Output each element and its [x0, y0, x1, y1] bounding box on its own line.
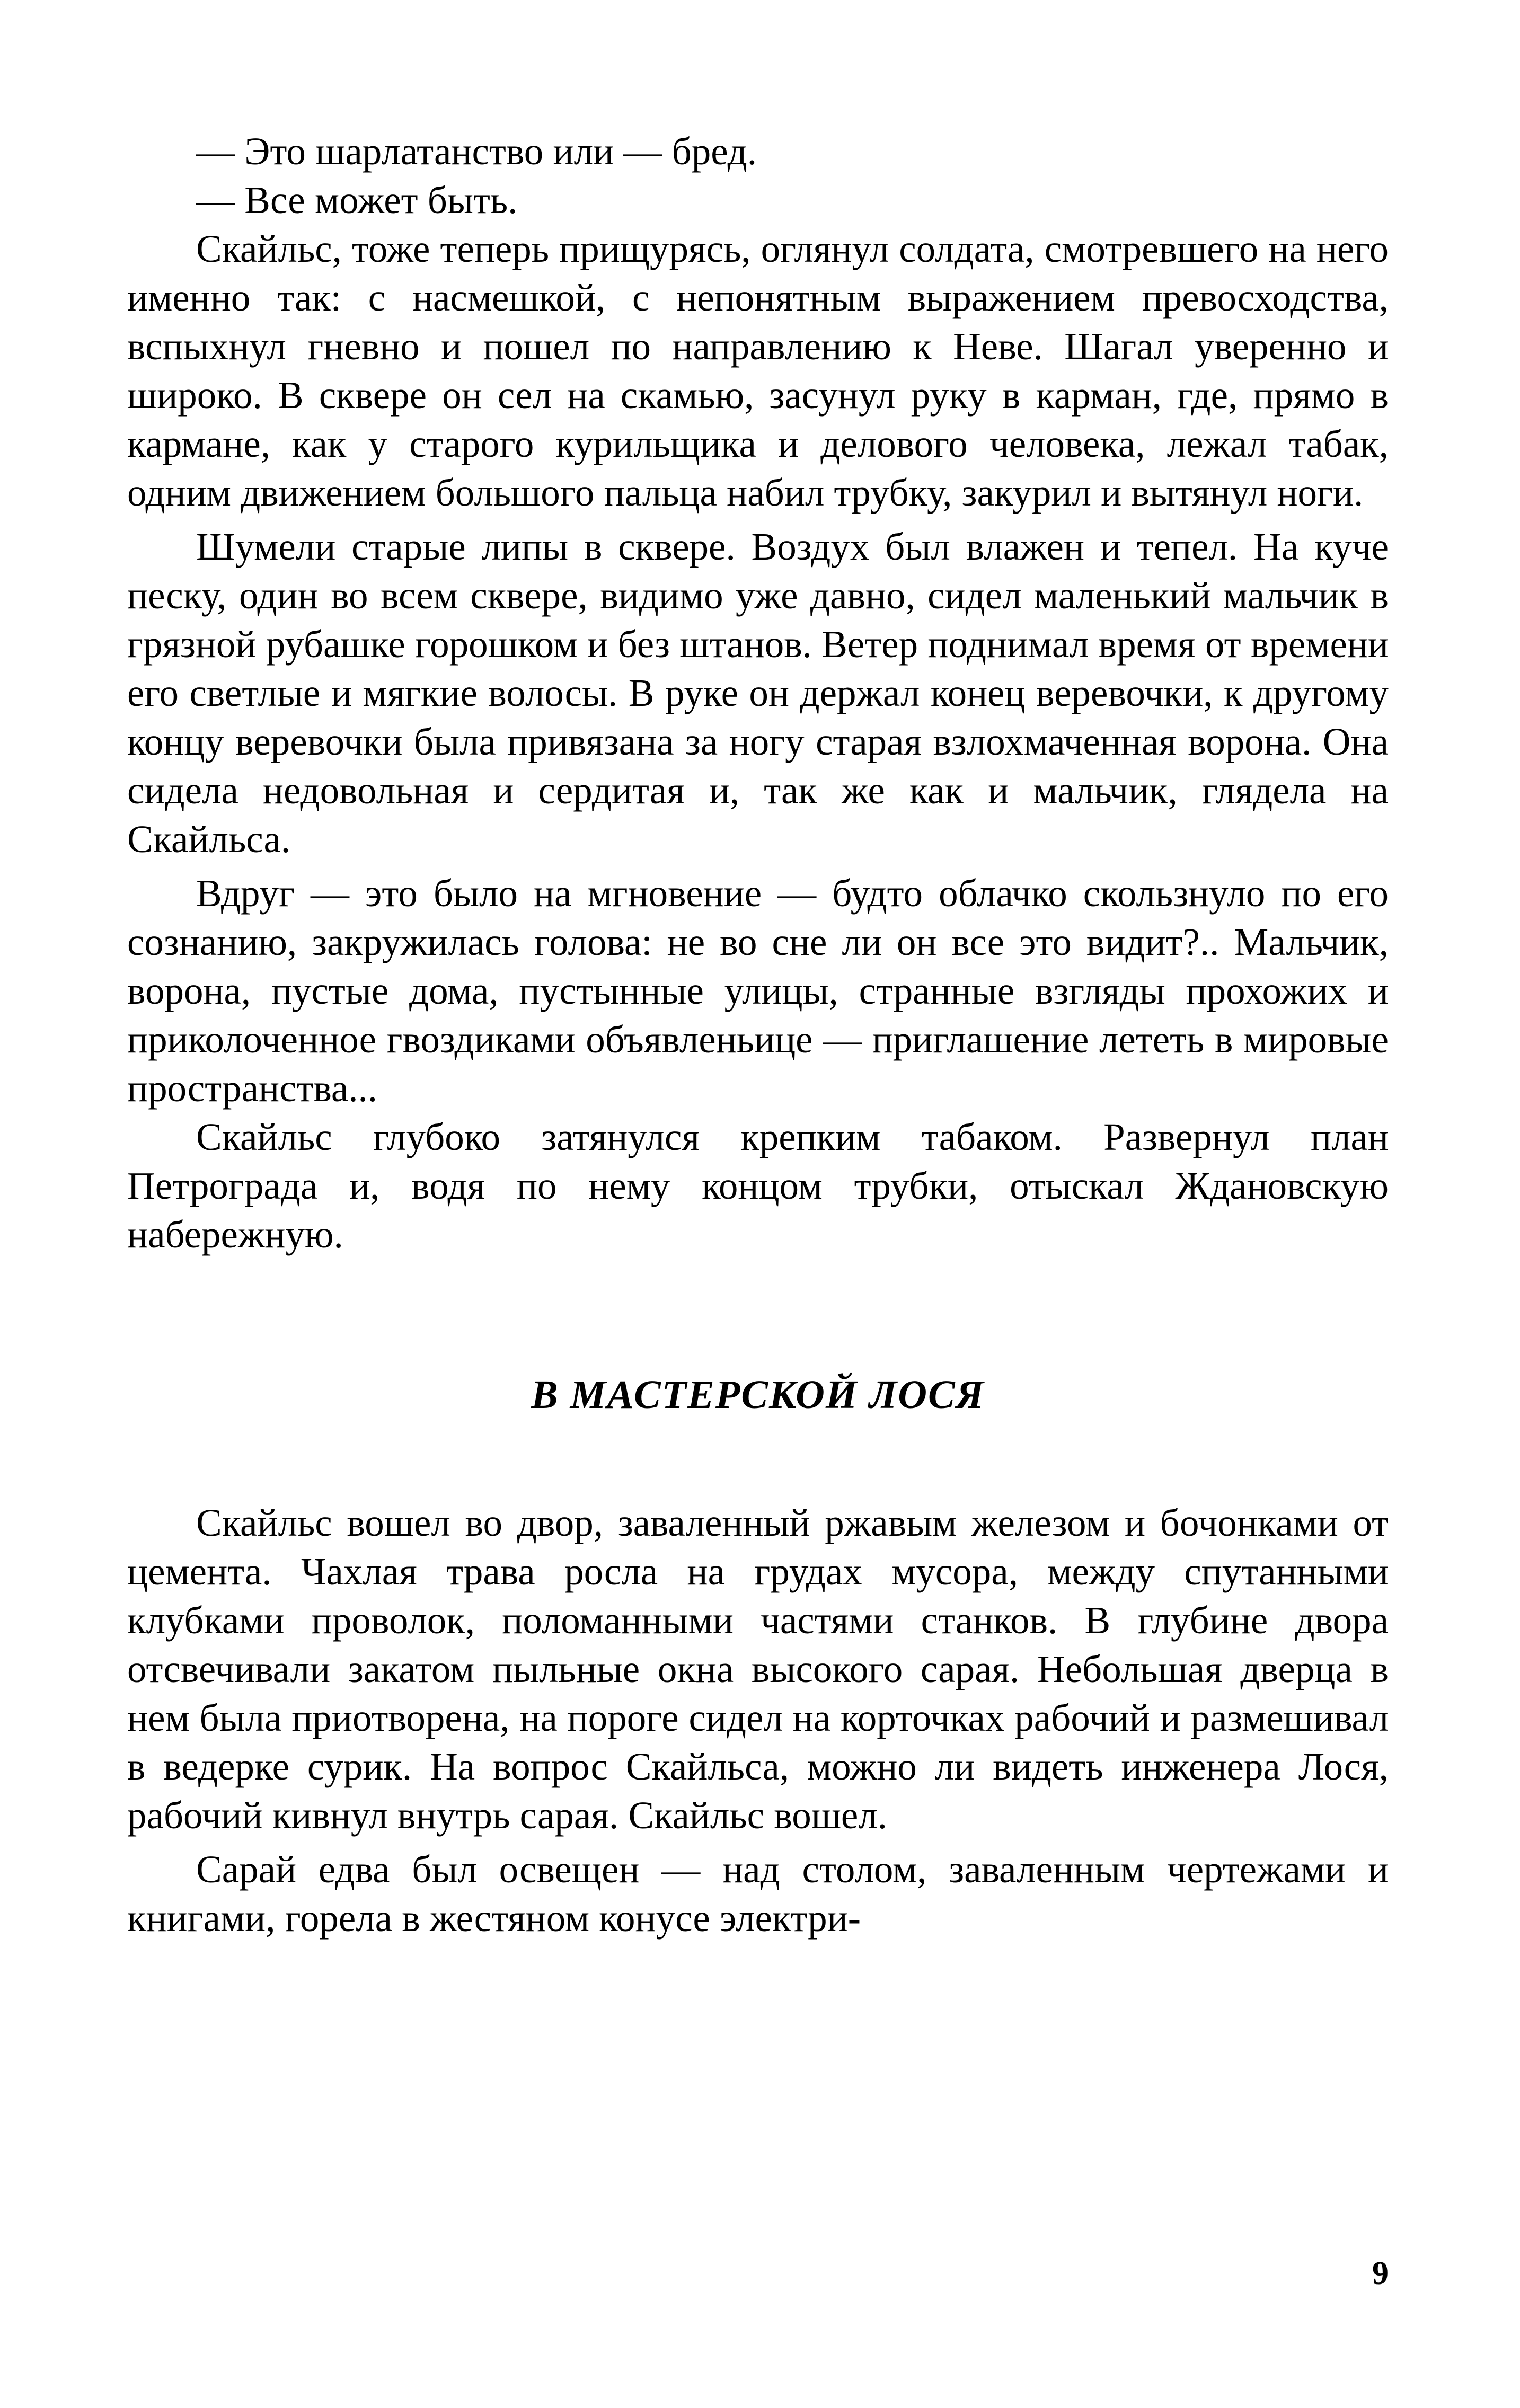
paragraph-petrograd-plan: Скайльс глубоко затянулся крепким табаком. Развернул план Петрограда и, водя по нему концом трубки, отыскал Ждановскую набережную. — [127, 1116, 1389, 1256]
paragraph-skails-neva: Скайльс, тоже теперь прищурясь, оглянул солдата, смотревшего на него именно так: с насмешкой, с непонятным выражением превосходства, вспыхнул гневно и пошел по направлению к Неве. Шагал уверенно и широко. В сквере он сел на скамью, засунул руку в карман, где, прямо в кармане, как у старого курильщика и делового человека, лежал табак, одним движением большого пальца набил трубку, закурил и вытянул ноги. — [127, 227, 1389, 514]
page-number: 9 — [1372, 2255, 1389, 2291]
chapter-heading: В МАСТЕРСКОЙ ЛОСЯ — [531, 1373, 985, 1417]
paragraph-yard: Скайльс вошел во двор, заваленный ржавым железом и бочонками от цемента. Чахлая трава росла на грудах мусора, между спутанными клубками проволок, поломанными частями станков. В глубине двора отсвечивали закатом пыльные окна высокого сарая. Небольшая дверца в нем была приотворена, на пороге сидел на корточках рабочий и размешивал в ведерке сурик. На вопрос Скайльса, можно ли видеть инженера Лося, рабочий кивнул внутрь сарая. Скайльс вошел. — [127, 1501, 1389, 1837]
paragraph-square-boy-crow: Шумели старые липы в сквере. Воздух был влажен и тепел. На куче песку, один во всем сквере, видимо уже давно, сидел маленький мальчик в грязной рубашке горошком и без штанов. Ветер поднимал время от времени его светлые и мягкие волосы. В руке он держал конец веревочки, к другому концу веревочки была привязана за ногу старая взлохмаченная ворона. Она сидела недовольная и сердитая и, так же как и мальчик, глядела на Скайльса. — [127, 525, 1389, 861]
paragraph-sudden-dream: Вдруг — это было на мгновение — будто облачко скользнуло по его сознанию, закружилась голова: не во сне ли он все это видит?.. Мальчик, ворона, пустые дома, пустынные улицы, странные взгляды прохожих и приколоченное гвоздиками объявленьице — приглашение лететь в мировые пространства... — [127, 872, 1389, 1110]
paragraph-shed: Сарай едва был освещен — над столом, заваленным чертежами и книгами, горела в жестяном конусе электри- — [127, 1848, 1389, 1940]
paragraph-dialog-1: — Это шарлатанство или — бред. — [196, 130, 757, 173]
paragraph-dialog-2: — Все может быть. — [196, 179, 518, 222]
page-text-column — [127, 127, 1389, 1943]
